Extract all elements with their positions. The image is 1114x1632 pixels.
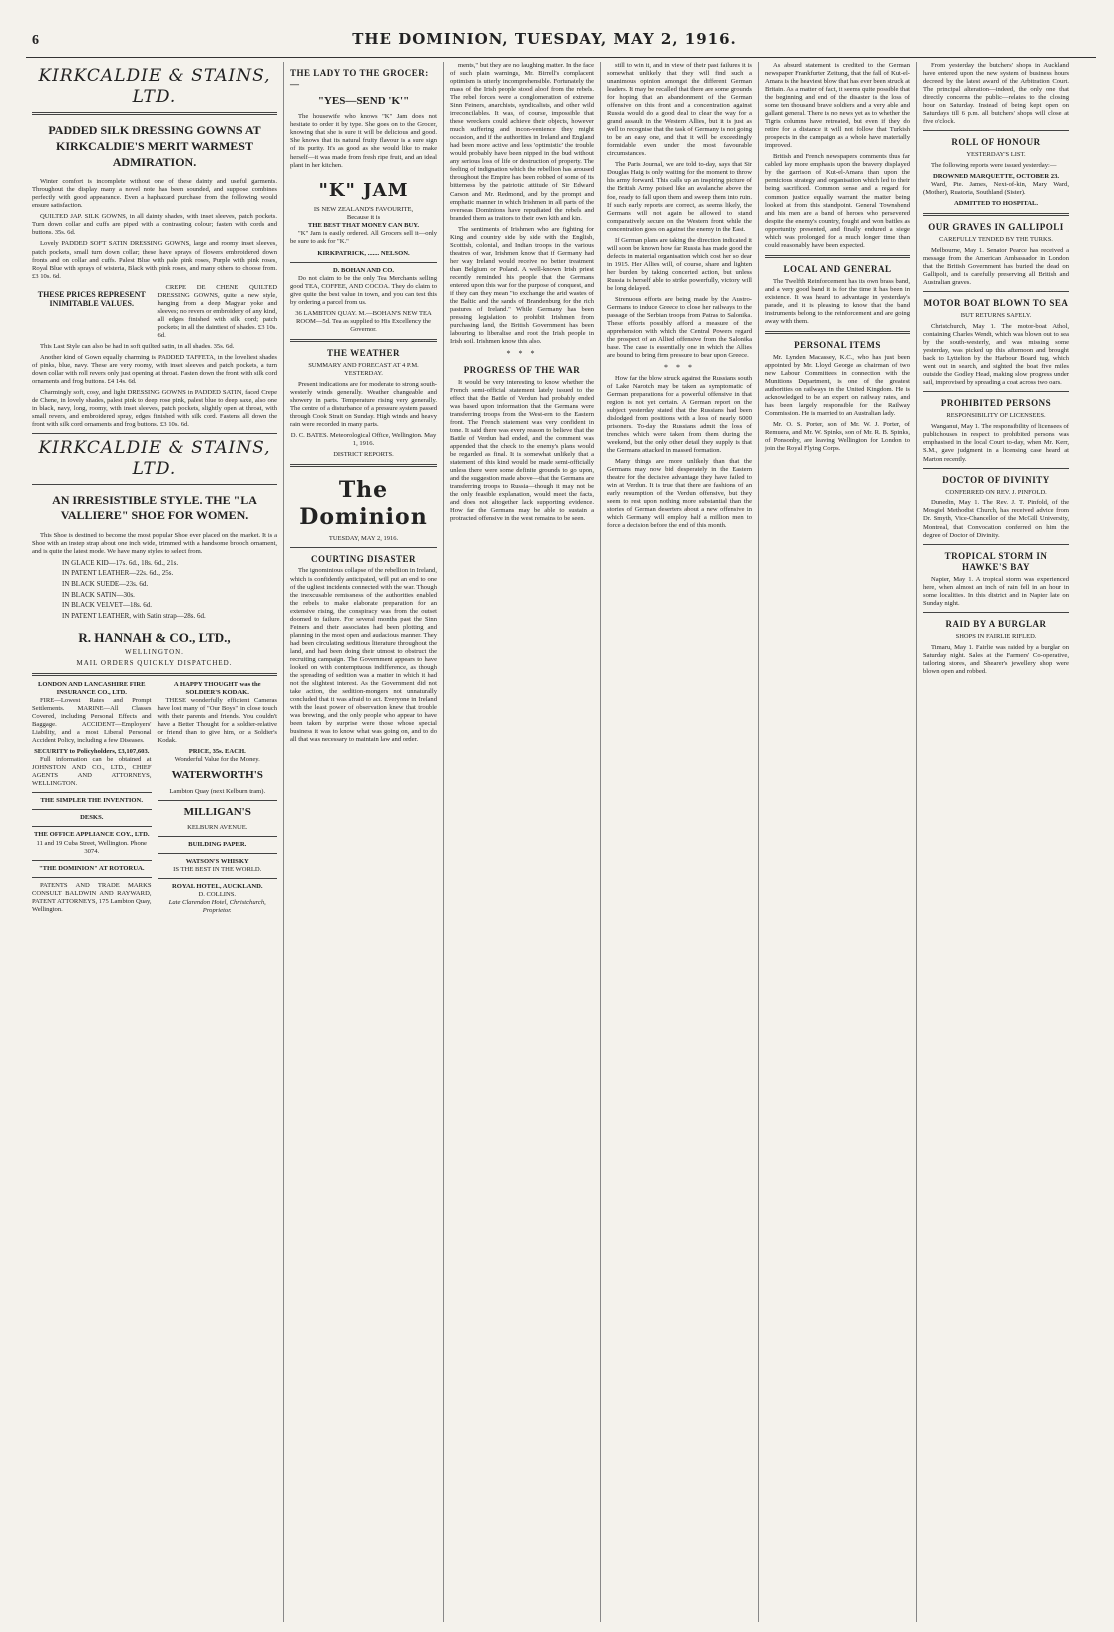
personal-items-body: Mr. Lynden Macassey, K.C., who has just been appointed by Mr. Lloyd George as chairman of two new Labour Committees in connection with the Munitions Department, is one of the greatest authorities on railways in the United Kingdom. He is acknowledged to be an expert on railway rates, and has been largely responsible for the Railway Commission. He is married to an Australian lady. — [765, 353, 910, 418]
roll-admitted: ADMITTED TO HOSPITAL. — [953, 200, 1039, 208]
columns — [26, 62, 1096, 1622]
local-general-heading: LOCAL AND GENERAL — [783, 263, 892, 274]
bohan-title: D. BOHAN AND CO. — [333, 266, 394, 274]
milligan-brand: MILLIGAN'S — [183, 805, 251, 818]
insurance-body: FIRE—Lowest Rates and Prompt Settlements. MARINE—All Classes Covered, including Personal Effects and Baggage. ACCIDENT—Employers' Liability, and a most Liberal Personal Accident Policy, including a few Diseases. — [32, 697, 152, 745]
gallipoli-graves-body: Melbourne, May 1. Senator Pearce has received a message from the American Ambassador in London that the British Government has buried the dead on Gallipoli, and is carefully preserving all British and Australian graves. — [923, 247, 1069, 287]
local-general-body: The Twelfth Reinforcement has its own brass band, and a very good band it is for the time it has been in existence. It was heard to advantage in yesterday's parade, and it is pleasing to know that the band instruments belong to the reinforcement and are going away with them. — [765, 277, 910, 325]
burglar-body: Timaru, May 1. Fairlie was raided by a burglar on Saturday night. Sales at the Farmers' Co-operative, tailoring stores, and Shearer's jewellery shop were blown open and robbed. — [923, 643, 1069, 675]
royal-hotel: ROYAL HOTEL, AUCKLAND. — [171, 883, 263, 891]
gallipoli-graves-heading: OUR GRAVES IN GALLIPOLI — [928, 222, 1064, 233]
tropical-storm-body: Napier, May 1. A tropical storm was experienced here, when almost an inch of rain fell in an hour in some localities. In this district and in Napier late on Sunday night. — [923, 575, 1069, 607]
kjam-because: Because it is — [346, 213, 381, 221]
dressing-gowns-headline: PADDED SILK DRESSING GOWNS AT KIRKCALDIE'S MERIT WARMEST ADMIRATION. — [48, 123, 261, 169]
kodak-close: Wonderful Value for the Money. — [174, 756, 260, 764]
milligan-address: KELBURN AVENUE. — [187, 824, 248, 832]
masthead-title: THE DOMINION, TUESDAY, MAY 2, 1916. — [352, 30, 737, 48]
shoe-intro: This Shoe is destined to become the most popular Shoe ever placed on the market. It is a Shoe with an instep strap about one inch wide, trimmed with a handsome brooch ornament, and is quite the latest mode. We have many styles to select from. — [32, 531, 277, 555]
quilted-gowns: QUILTED JAP. SILK GOWNS, in all dainty shades, with inset sleeves, patch pockets. Turn down collar and cuffs are piped with a contrasting colour; fasten with cords and buttons. 35s. 6d. — [32, 213, 277, 237]
editorial-continued: ments," but they are no laughing matter. In the face of such plain warnings, Mr. Birrell's complacent optimism is utterly incomprehensible. Fortunately the mass of the Irish people stood aloof from the rebels. The rebel forces were a conglomeration of extreme Sinn Feiners, anarchists, syndicalists, and other wild irreconcilables. It was, of course, impossible that these wreckers could achieve their objects, however much suffering and incon-venience they might occasion, and if the authorities in Ireland and England had been more active and less 'optimistic' the trouble would probably have been nipped in the bud without any serious loss of life or destruction of property. The feeling of indignation which the rebellion has aroused throughout the Empire has been robbed of some of its bitterness by the patriotic attitude of Sir Edward Carson and Mr. Redmond, and by the prompt and emphatic manner in which Irishmen in all parts of the overseas Dominions have repudiated the rebels and branded them as traitors to their own kith and kin. — [450, 62, 594, 222]
building-paper: BUILDING PAPER. — [188, 841, 247, 849]
insurance-contact: Full information can be obtained at JOHNSTON AND CO., LTD., CHIEF AGENTS AND ATTORNEYS, WELLINGTON. — [32, 756, 152, 788]
war-body-1: still to win it, and in view of their past failures it is somewhat unlikely that they will find such a unanimous opinion amongst the different German leaders. It may be recalled that there are some grounds for hoping that an abandonment of the German offensive on this front and a concentration against Russia would do a good deal to clear the way for a grand assault in the Western Allies, but it is just as well to recognise that the task of Germany is not going to be an easy one, and that it will be exceedingly formidable even under the most favourable circumstances. — [607, 62, 752, 158]
crepe-gowns: CREPE DE CHENE QUILTED DRESSING GOWNS, quite a new style, hanging from a deep Magyar yoke and sleeves; no revers or embroidery of any kind, all edges finished with silk cord; patch pockets; in all the daintiest of shades. £3 10s. 6d. — [157, 283, 277, 339]
roll-of-honour-heading: ROLL OF HONOUR — [951, 137, 1041, 148]
last-style: This Last Style can also be had in soft quilted satin, in all shades. 35s. 6d. — [40, 342, 235, 350]
shoe-price: IN PATENT LEATHER—22s. 6d., 25s. — [62, 569, 174, 578]
desks-heading: DESKS. — [80, 814, 104, 822]
patents: PATENTS AND TRADE MARKS CONSULT BALDWIN AND RAYWARD, PATENT ATTORNEYS, 175 Lambton Quay, Wellington. — [32, 881, 152, 913]
butchers-body: From yesterday the butchers' shops in Auckland have entered upon the new system of business hours decreed by the latest award of the Arbitration Court. The principal alteration—indeed, the only one that directly concerns the public—relates to the closing hour on Saturday. Instead of being kept open on Saturdays till 6 p.m. all butchers' shops will close at five o'clock. — [923, 62, 1069, 126]
column-6 — [917, 62, 1075, 1622]
shoe-price: IN PATENT LEATHER, with Satin strap—28s. 6d. — [62, 611, 206, 620]
column-1 — [26, 62, 284, 1622]
page-number: 6 — [32, 33, 39, 48]
hannah-brand: R. HANNAH & CO., LTD., — [78, 630, 231, 646]
watson-whisky: WATSON'S WHISKY — [185, 858, 249, 866]
hannah-city: WELLINGTON. — [125, 647, 184, 656]
office-appliance: THE OFFICE APPLIANCE COY., LTD. — [34, 831, 150, 839]
padded-satin-gowns: Charmingly soft, cosy, and light DRESSING GOWNS in PADDED SATIN, faced Crepe de Chene, in lovely shades, palest pink to deep rose pink, palest blue to deep saxe, also one in black, navy, long, roomy, with inset sleeves, patch pockets, slightly open at throat, with small revers, and embroidered spray, edges finished with silk cord. Fastens all down the front with silk cord ornaments and frog buttons. £3 10s. 6d. — [32, 389, 277, 429]
kirkcaldie-brand-1: KIRKCALDIE & STAINS, LTD. — [38, 66, 271, 107]
kjam-sub: IS NEW ZEALAND'S FAVOURITE, — [313, 205, 414, 213]
editorial-irish: The sentiments of Irishmen who are fighting for King and country side by side with the English, Scottish, colonial, and Indian troops in the various theatres of war, Irishmen know that if Germany had her way Ireland would receive no better treatment than Belgium or Poland. A well-known Irish priest recently reminded his people that the Germans entered upon this war for the purpose of conquest, and if they can they mean "to exchange the arid wastes of the Baltic and the sands of Brandenburg for the rich pastures of Ireland." While Germany has been pressing legislation to prohibit Irishmen from purchasing land, the British Government has been labouring to liberalise and root the Irish people in Irish soil. Irishmen know this also. — [450, 225, 594, 346]
column-2 — [284, 62, 444, 1622]
masthead — [26, 30, 1096, 58]
lady-body: The housewife who knows "K" Jam does not hesitate to order it by type. She goes on to the Grocer, knowing that she is sure it will be delicious and good. She knows that its natural fruity flavour is a sure sign of its purity. It's as good as she would like to make herself—it was made from fresh ripe fruit, and an ideal plant in her kitchen. — [290, 113, 437, 169]
bohan-body: Do not claim to be the only Tea Merchants selling good TEA, COFFEE, AND COCOA. They do claim to give quite the best value in town, and you can test this by ordering a parcel from us. — [290, 274, 437, 306]
kirkcaldie-brand-2: KIRKCALDIE & STAINS, LTD. — [38, 438, 271, 479]
kodak-price: PRICE, 35s. EACH. — [188, 748, 246, 756]
war-body-4: Strenuous efforts are being made by the Austro-Germans to induce Greece to close her railways to the passage of the Serbian troops from Patras to Salonika. These efforts possibly afford a measure of the apprehension with which the Central Powers regard the prospect of an Allied offensive from the Salonika base. The case is essentially one in which the Allies are bound to bring firm pressure to bear upon Greece. — [607, 295, 752, 360]
insurance-security: SECURITY to Policyholders, £3,107,603. — [34, 748, 150, 756]
column-3: ments," but they are no laughing matter. In the face of such plain warnings, Mr. Birrell's complacent optimism is utterly incomprehensible. Fortunately the mass of the Irish people stood aloof from the rebels. The rebel forces were a conglomeration of extreme Sinn Feiners, anarchists, syndicalists, and other wild irreconcilables. It was, of course, impossible that these wreckers could achieve their objects, however much suffering and incon-venience they might occasion, and if the authorities in Ireland and England had been more active and less 'optimistic' the trouble would probably have been nipped in the bud without any serious loss of life or destruction of property. The feeling of indignation which the rebellion has aroused throughout the Empire has been robbed of some of its bitterness by the patriotic attitude of Sir Edward Carson and Mr. Redmond, and by the prompt and emphatic manner in which Irishmen in all parts of the overseas Dominions have repudiated the rebels and branded them as traitors to their own kith and kin. The sentiments of Irishmen who are fighting for King and country side by side with the English, Scottish, colonial, and Indian troops in the various theatres of war, Irishmen know that if Germany had her way Ireland would receive no better treatment than Belgium or Poland. A well-known Irish priest recently reminded his people that the Germans entered upon this war for the purpose of conquest, and if they can they mean "to exchange the arid wastes of the Baltic and the sands of Brandenburg for the rich pastures of Ireland." While Germany has been pressing legislation to prohibit Irishmen from purchasing land, the British Government has been labouring to liberalise and root the Irish people in Irish soil. Irishmen know this also. * * * PROGRESS OF THE WAR It would be very interesting to know whether the French semi-official statement lately issued to the effect that the Battle of Verdun had probably ended was based upon information that the Germans were transferring troops from the West-ern to the Eastern front. The French statement was very confident in tone. It said there was every reason to believe that the Battle of Verdun had ended, and the comment was appended that the check to the enemy's plans would be regarded as final. It is somewhat unlikely that a statement of this kind would be made semi-officially unless there were some definite grounds to go upon, and the suggestion made above—that the Germans are transferring troops to Russia—though it may not be the only feasible explanation, would meet the facts, and does not altogether lack supporting evidence. How far the Germans may be able to sustain a protracted offensive in the west remains to be seen. — [444, 62, 601, 1622]
royal-owner: D. COLLINS. — [198, 891, 237, 899]
watson-sub: IS THE BEST IN THE WORLD. — [173, 866, 262, 874]
shoe-price: IN BLACK SUEDE—23s. 6d. — [62, 579, 149, 588]
district-reports: DISTRICT REPORTS. — [333, 451, 394, 459]
lady-quote: "YES—SEND 'K'" — [317, 94, 410, 107]
satin-gowns: Lovely PADDED SOFT SATIN DRESSING GOWNS, large and roomy inset sleeves, patch pockets, small turn down collar; these have sprays of flowers embroidered down fronts and on collar and cuffs. Palest Blue with pale pink roses, Purple with pink roses, Royal Blue with sprays of wisteria, Black with pink roses, and many others to choose from. £3 10s. 6d. — [32, 240, 277, 280]
personal-items-heading: PERSONAL ITEMS — [794, 339, 881, 350]
kjam-order: "K" Jam is easily ordered. All Grocers sell it—only be sure to ask for "K." — [290, 229, 437, 245]
waterworth-address: Lambton Quay (next Kelburn tram). — [169, 787, 266, 795]
shoe-price-list — [32, 559, 277, 620]
personal-items-more: Mr. O. S. Porter, son of Mr. W. J. Porter, of Remuera, and Mr. W. Spinks, son of Mr. R. B. Spinks, of Ponsonby, are leaving Wellington for London to join the Royal Flying Corps. — [765, 421, 910, 453]
kirkpatrick: KIRKPATRICK, ....... NELSON. — [317, 249, 410, 257]
rotorua-heading: "THE DOMINION" AT ROTORUA. — [38, 864, 145, 872]
weather-heading: THE WEATHER — [327, 347, 400, 358]
war-body-6: Many things are more unlikely than that the Germans may now bid desperately in the Eastern theatre for the decisive advantage they have failed to win at Verdun. It is true that there are fashions of an early resumption of the Verdun offensive, but they seem to rest upon nothing more substantial than the stories of German deserters about a new offensive in which Germany will employ half a million men to force a decision before the end of this month. — [607, 458, 752, 530]
kodak-headline: A HAPPY THOUGHT was the SOLDIER'S KODAK. — [173, 681, 261, 697]
war-body-5: How far the blow struck against the Russians south of Lake Narotch may be taken as symptomatic of German preparations for a powerful offensive in that region is not yet certain. A German report on the subject yesterday stated that the Russians had been dislodged from positions with a loss of nearly 6000 prisoners. To-day the Russians admit the loss of trenches which were taken from them during the weekend, but the only other detail they supply is that the Germans attacked in massed formation. — [607, 374, 752, 455]
taffeta-gowns: Another kind of Gown equally charming is PADDED TAFFETA, in the loveliest shades of pinks, blue, navy. These are very roomy, with inset sleeves and patch pockets, a turn down collar with roll revers only just opening at throat. Fasten down the front with silk cord ornaments and frog buttons. £4 14s. 6d. — [32, 353, 277, 385]
doctor-divinity-sub: CONFERRED ON REV. J. PINFOLD. — [945, 488, 1047, 496]
kodak-body: THESE wonderfully efficient Cameras have lost many of "Our Boys" in close touch with their parents and friends. You couldn't have a Better Thought for a soldier-relative or friend than to give him, or a Soldier's Kodak. — [157, 697, 277, 745]
roll-drowned: DROWNED MARQUETTE, OCTOBER 23. — [932, 173, 1060, 181]
courting-disaster-body: The ignominious collapse of the rebellion in Ireland, which is confidently anticipated, will put an end to one of the ugliest incidents connected with the war. Though the inexcusable remissness of the authorities enabled the rebels to make elaborate preparation for an extensive rising, the conspiracy was from the outset doomed to failure. For several months past the Sinn Feiners and their associates had been plotting and planning in the most open and audacious manner. They had been circulating seditious literature throughout the land, and had been doing their utmost to obstruct the recruiting campaign. The Government appears to have looked on with contemptuous indifference, as though the spreading of sedition was a matter in which it had not the slightest interest. As the Government did not take action, the sedition-mongers not unnaturally concluded that it was afraid to act. Everyone in Ireland with the least power of observation knew that trouble was brewing, and the only people who appear to have been taken by surprise were those whose special business it was to know what was going on, and to do all that was necessary to maintain law and order. — [290, 567, 437, 744]
tropical-storm-heading: TROPICAL STORM IN HAWKE'S BAY — [944, 550, 1048, 572]
progress-of-war-heading: PROGRESS OF THE WAR — [463, 364, 581, 375]
royal-late: Late Clarendon Hotel, Christchurch, Proprietor. — [168, 899, 266, 915]
kjam-best: THE BEST THAT MONEY CAN BUY. — [307, 221, 420, 229]
insurance-title: LONDON AND LANCASHIRE FIRE INSURANCE CO., LTD. — [37, 681, 146, 697]
prohibited-persons-sub: RESPONSIBILITY OF LICENSEES. — [946, 412, 1046, 420]
roll-intro: The following reports were issued yesterday:— — [931, 162, 1057, 170]
war-body-3: If German plans are taking the direction indicated it will soon be known how far Russia has made good the defects in material organisation which cost her so dear in 1915. Her Allies will, of course, share and lighten her burden by taking concerted action, but unless Russia is herself able to strike powerfully, victory will be long delayed. — [607, 236, 752, 292]
kut-body-1: As absurd statement is credited to the German newspaper Frankfurter Zeitung, that the fall of Kut-el-Amara is the heaviest blow that has ever been struck at Britain. As a matter of fact, it seems quite possible that the beginning and end of the disaster is the loss of some ten thousand brave soldiers and a very able and gallant general. There is no news yet as to whether the Tigris columns have retreated, but even if they do retire for a distance it will not follow that Turkish prospects in the campaign as a whole have materially improved. — [765, 62, 911, 150]
waterworth-brand: WATERWORTH'S — [171, 769, 263, 782]
prohibited-persons-heading: PROHIBITED PERSONS — [940, 398, 1052, 409]
gallipoli-graves-sub: CAREFULLY TENDED BY THE TURKS. — [939, 236, 1053, 244]
dateline: TUESDAY, MAY 2, 1916. — [328, 534, 399, 542]
roll-body: Ward, Pte. James, Next-of-kin, Mary Ward, (Mother), Ruatoria, Southland (Sister). — [923, 181, 1069, 197]
courting-disaster-heading: COURTING DISASTER — [311, 553, 416, 564]
simpler-invention: THE SIMPLER THE INVENTION. — [40, 797, 143, 805]
prohibited-persons-body: Wanganui, May 1. The responsibility of licensees of publichouses in respect to prohibited persons was emphasised in the local Court to-day, when Mr. Kerr, S.M., gave judgment in a licensing case heard at Marton recently. — [923, 423, 1069, 463]
shoe-headline: AN IRRESISTIBLE STYLE. THE "LA VALLIERE" SHOE FOR WOMEN. — [52, 492, 257, 523]
these-prices: THESE PRICES REPRESENT INIMITABLE VALUES. — [37, 289, 146, 309]
burglar-sub: SHOPS IN FAIRLIE RIFLED. — [955, 632, 1037, 640]
shoe-price: IN GLACE KID—17s. 6d., 18s. 6d., 21s. — [62, 558, 179, 567]
column-4: still to win it, and in view of their past failures it is somewhat unlikely that they will find such a unanimous opinion amongst the different German leaders. It may be recalled that there are some grounds for hoping that an abandonment of the German offensive on this front and a concentration against Russia would do a good deal to clear the way for a grand assault in the Western Allies, but it is just as well to recognise that the task of Germany is not going to be an easy one, and that it will be exceedingly formidable even under the most favourable circumstances. The Paris Journal, we are told to-day, says that Sir Douglas Haig is only waiting for the moment to throw his army forward. This calls up an inspiring picture of the British Army poised like an avalanche above the foe, ready to fall upon them and sweep them into ruin. If such early reports are correct, as seems likely, the Germans will not again be allowed to stand comparatively secure on the Western front while the concentration goes on against the enemy in the East. If German plans are taking the direction indicated it will soon be known how far Russia has made good the defects in material organisation which cost her so dear in 1915. Her Allies will, of course, share and lighten her burden by taking concerted action, but unless Russia is herself able to strike powerfully, victory will be long delayed. Strenuous efforts are being made by the Austro-Germans to induce Greece to close her railways to the passage of the Serbian troops from Patras to Salonika. These efforts possibly afford a measure of the apprehension with which the Central Powers regard the prospect of an Allied offensive from the Salonika base. The case is essentially one in which the Allies are bound to bring firm pressure to bear upon Greece. * * * How far the blow struck against the Russians south of Lake Narotch may be taken as symptomatic of German preparations for a powerful offensive in that region is not yet certain. A German report on the subject yesterday stated that the Russians had been dislodged from positions with a loss of nearly 6000 prisoners. To-day the Russians admit the loss of trenches which were taken from them during the weekend, but the only other detail they supply is that the Germans attacked in massed formation. Many things are more unlikely than that the Germans may now bid desperately in the Eastern theatre for the decisive advantage they have failed to win at Verdun. It is true that there are fashions of an early resumption of the Verdun offensive, but they seem to rest upon nothing more substantial than the stories of German deserters about a new offensive in which Germany will employ half a million men to force a decision before the end of this month. — [601, 62, 759, 1622]
progress-of-war-body: It would be very interesting to know whether the French semi-official statement lately issued to the effect that the Battle of Verdun had probably ended was based upon information that the Germans were transferring troops from the West-ern to the Eastern front. The French statement was very confident in tone. It said there was every reason to believe that the Battle of Verdun had ended, and the comment was appended that the check to the enemy's plans would be regarded as final. It is somewhat unlikely that a statement of this kind would be made semi-officially unless there were some definite grounds to go upon, and the suggestion made above—that the Germans are transferring troops to Russia—though it may not be the only feasible explanation, would meet the facts, and does not altogether lack supporting evidence. How far the Germans may be able to sustain a protracted offensive in the west remains to be seen. — [450, 378, 594, 523]
column-5 — [759, 62, 917, 1622]
shoe-price: IN BLACK SATIN—30s. — [62, 590, 135, 599]
hannah-tagline: MAIL ORDERS QUICKLY DISPATCHED. — [76, 659, 233, 668]
motor-boat-heading: MOTOR BOAT BLOWN TO SEA — [923, 298, 1069, 309]
lady-to-grocer: THE LADY TO THE GROCER:— — [290, 68, 429, 89]
kut-body-2: British and French newspapers comments thus far cabled lay more emphasis upon the bravery displayed by the garrison of Kut-el-Amara than upon the pernicious strategy and organisation which led to their being sacrificed. Common sense and a regard for common justice equally warrant the matter being looked at from this standpoint. General Townshend and his men are a band of heroes who persevered despite the enemy's country, fought and won battles as opportunity presented, and finally endured a siege which was prolonged for a much longer time than could reasonably have been expected. — [765, 153, 910, 249]
office-address: 11 and 19 Cuba Street, Wellington. Phone 3074. — [36, 839, 147, 855]
weather-sub: SUMMARY AND FORECAST AT 4 P.M. YESTERDAY. — [308, 361, 419, 377]
weather-body: Present indications are for moderate to strong south-westerly winds generally. Weather changeable and showery in parts. Temperature rising very generally. The centre of a disturbance of a pressure system passed through Cook Strait on Sunday. High winds and heavy rain were recorded in many parts. — [290, 380, 437, 428]
motor-boat-body: Christchurch, May 1. The motor-boat Athol, containing Charles Wendt, which was blown out to sea by the south-westerly, and was missing some yesterday, was picked up this afternoon and brought back to Lyttelton by the Harbour Board tug, which went out in search, and sighted the boat five miles outside the Godley Head, making slow progress under sail, improvised by spreading a coat across two oars. — [923, 323, 1069, 387]
bohan-address: 36 LAMBTON QUAY. M.—BOHAN'S NEW TEA ROOM—5d. Tea as supplied to His Excellency the Governor. — [295, 309, 432, 333]
dominion-banner: The Dominion — [299, 476, 428, 530]
roll-of-honour-sub: YESTERDAY'S LIST. — [966, 151, 1026, 159]
weather-signature: D. C. BATES. Meteorological Office, Wellington. May 1, 1916. — [290, 431, 437, 447]
doctor-divinity-body: Dunedin, May 1. The Rev. J. T. Pinfold, of the Mosgiel Methodist Church, has received advice from Dr. Smyth, Vice-Chancellor of the McGill University, Montreal, that Convocation conferred on him the degree of Doctor of Divinity. — [923, 499, 1069, 539]
burglar-heading: RAID BY A BURGLAR — [945, 618, 1047, 629]
shoe-price: IN BLACK VELVET—18s. 6d. — [62, 601, 153, 610]
war-body-2: The Paris Journal, we are told to-day, says that Sir Douglas Haig is only waiting for the moment to throw his army forward. This calls up an inspiring picture of the British Army poised like an avalanche above the foe, ready to fall upon them and sweep them into ruin. If such early reports are correct, as seems likely, the Germans will not again be allowed to stand comparatively secure on the Western front while the concentration goes on against the enemy in the East. — [607, 161, 752, 233]
gowns-intro: Winter comfort is incomplete without one of these dainty and useful garments. Throughout the display many a novel note has been sounded, and suppose combines perfectly with good appearance. Even a haphazard purchase from the following would ensure satisfaction. — [32, 178, 277, 210]
motor-boat-sub: BUT RETURNS SAFELY. — [960, 312, 1032, 320]
doctor-divinity-heading: DOCTOR OF DIVINITY — [942, 474, 1050, 485]
kjam-title: "K" JAM — [318, 179, 409, 201]
